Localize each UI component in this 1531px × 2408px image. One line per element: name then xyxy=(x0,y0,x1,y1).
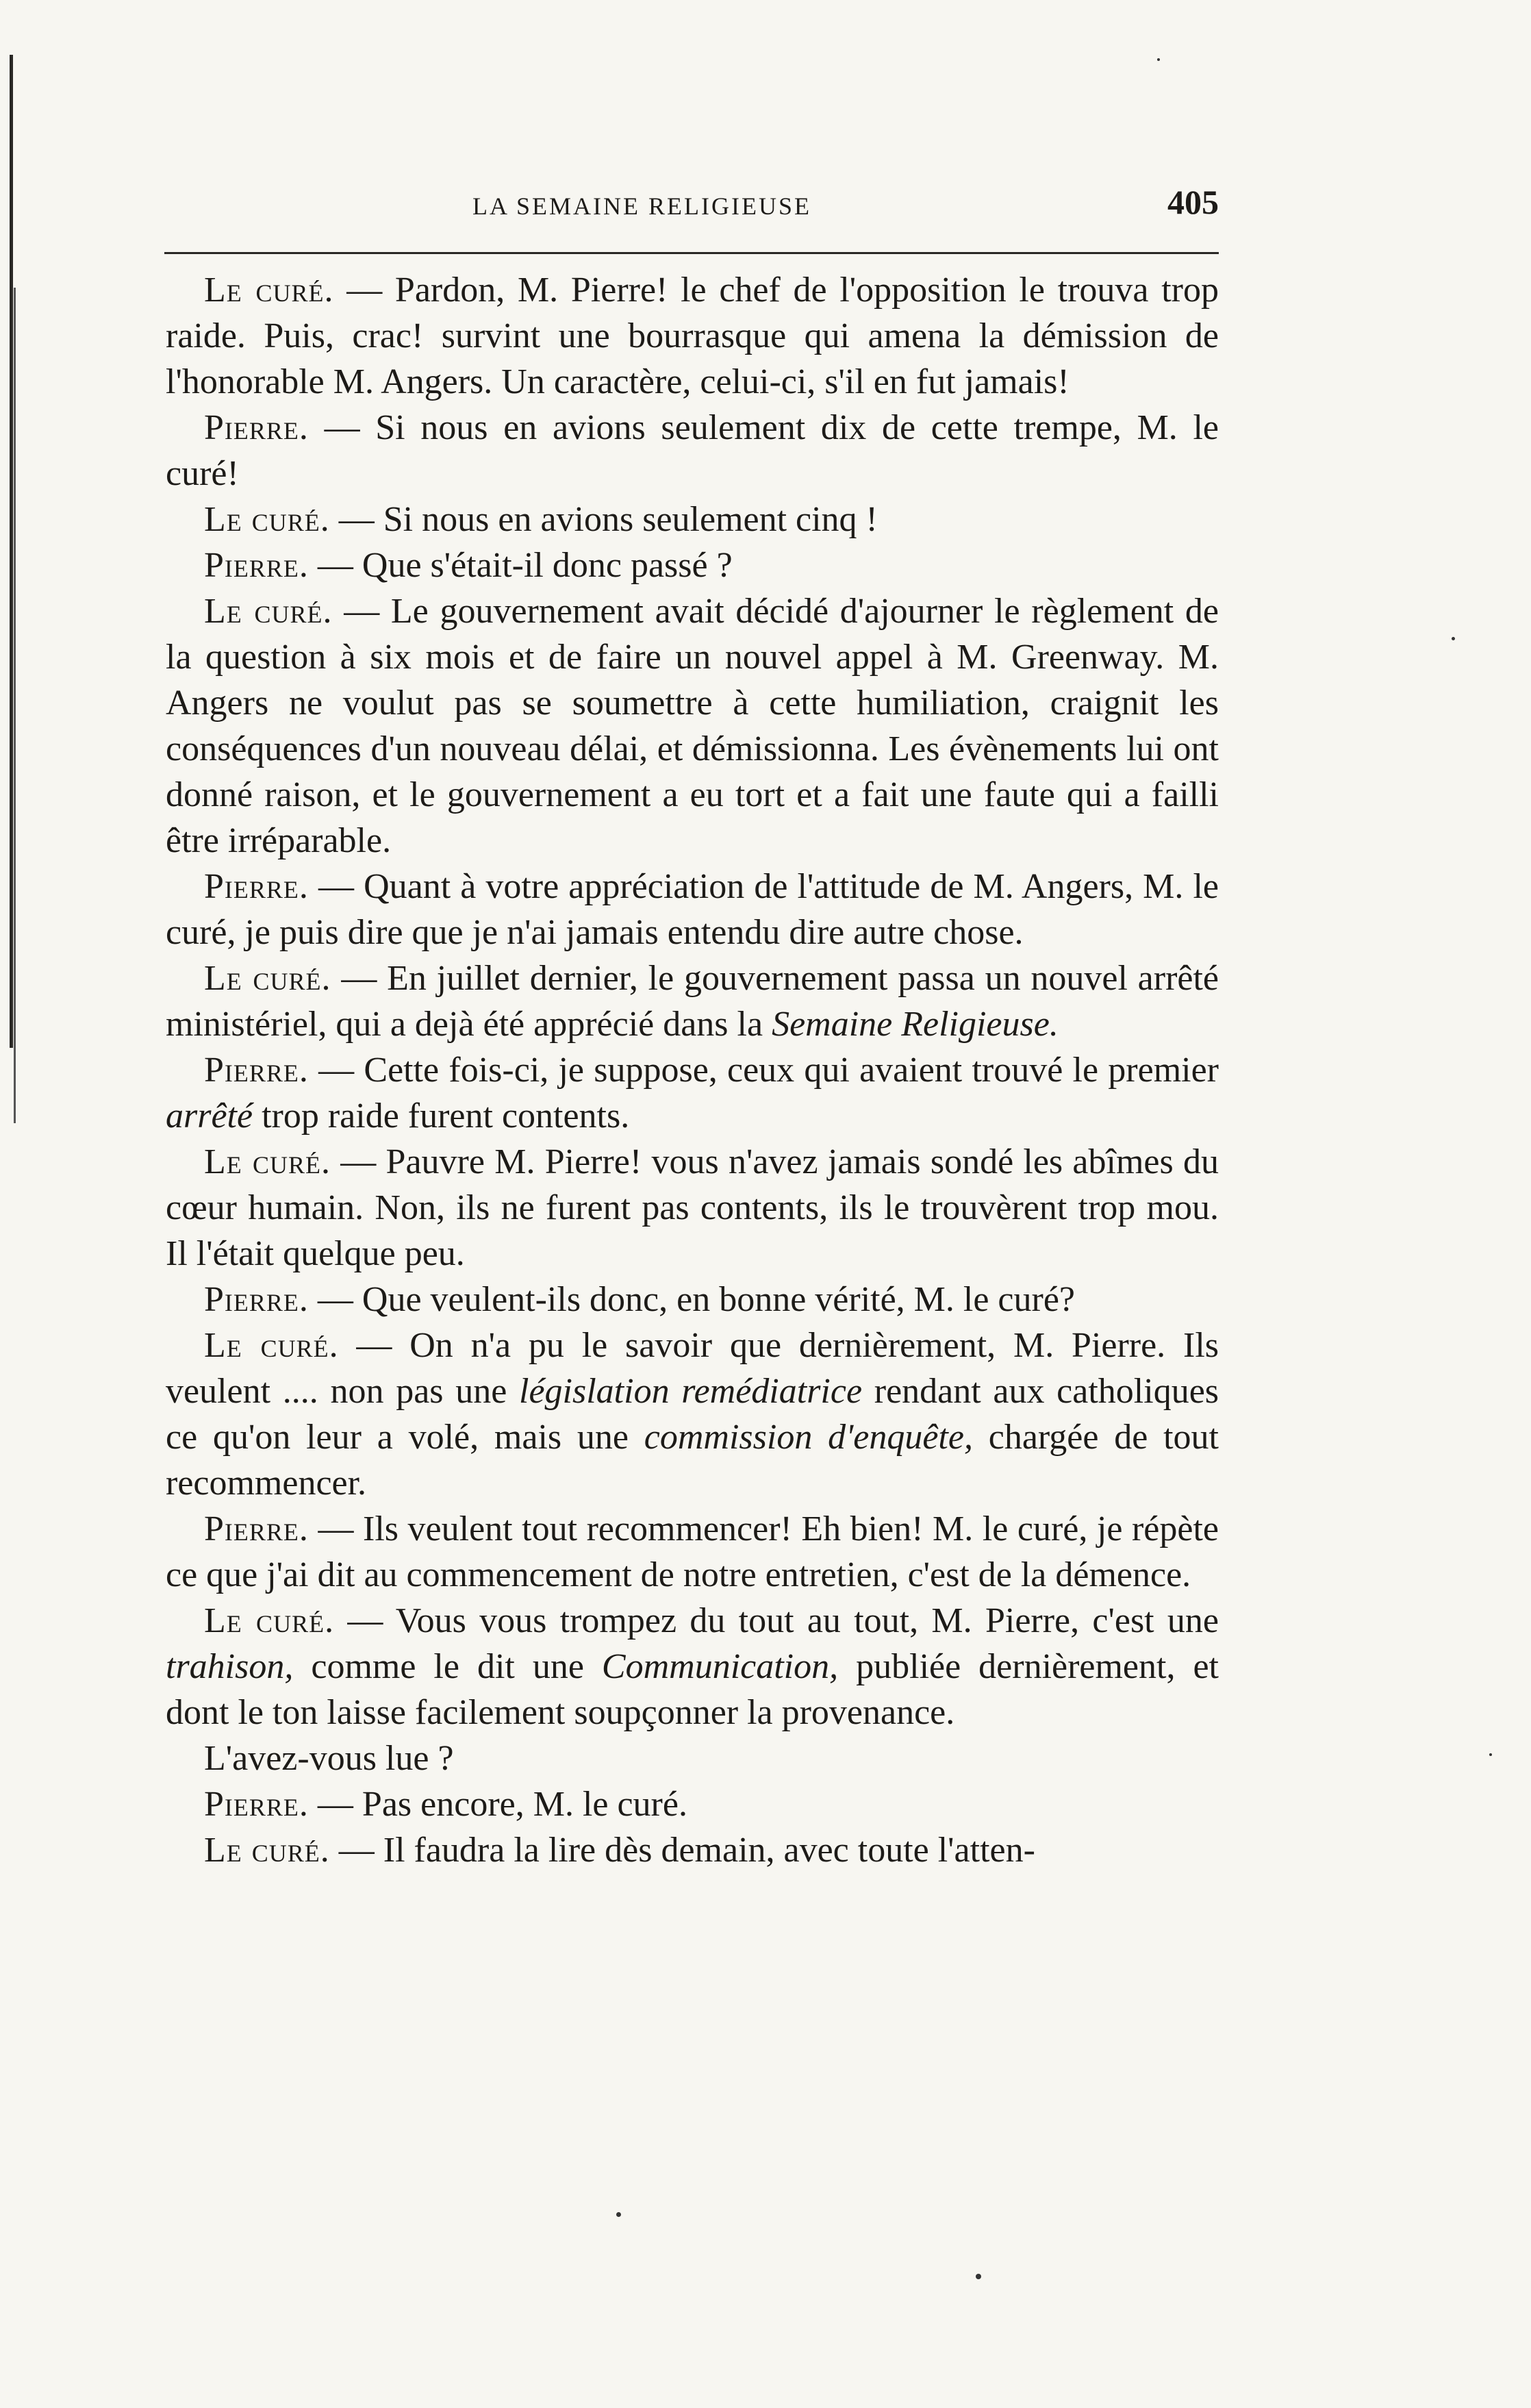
dialogue-text: comme le dit une xyxy=(293,1647,602,1686)
dialogue-text: — Pardon, M. Pierre! le chef de l'opposition le trouva trop raide. Puis, crac! survint une bourrasque qui amena la démission de l'honorable M. Angers. Un caractère, celui-ci, s'il en fut jamais! xyxy=(166,271,1219,401)
speaker-name: Le curé. xyxy=(204,1601,335,1640)
paragraph xyxy=(166,497,1219,542)
speaker-name: Le curé. xyxy=(204,500,330,539)
paragraph xyxy=(166,1827,1219,1873)
dialogue-text: — Pauvre M. Pierre! vous n'avez jamais sondé les abîmes du cœur humain. Non, ils ne furent pas contents, ils le trouvèrent trop mou. Il l'était quelque peu. xyxy=(166,1142,1219,1273)
print-speck xyxy=(1157,58,1160,61)
speaker-name: Pierre. xyxy=(204,867,309,906)
dialogue-text: L'avez-vous lue ? xyxy=(204,1739,454,1778)
print-speck xyxy=(616,2212,621,2217)
speaker-name: Le curé. xyxy=(204,592,333,631)
speaker-name: Pierre. xyxy=(204,1785,309,1824)
paragraph xyxy=(166,1506,1219,1598)
paragraph xyxy=(166,1781,1219,1827)
italic-text: Communication, xyxy=(601,1647,839,1686)
dialogue-text: — Que veulent-ils donc, en bonne vérité, M. le curé? xyxy=(308,1280,1075,1319)
dialogue-text: — Quant à votre appréciation de l'attitude de M. Angers, M. le curé, je puis dire que je n'ai jamais entendu dire autre chose. xyxy=(166,867,1219,952)
paragraph xyxy=(166,1322,1219,1506)
header-rule xyxy=(164,252,1219,254)
page-edge-shadow-inner xyxy=(14,288,16,1123)
dialogue-text: — Cette fois-ci, je suppose, ceux qui avaient trouvé le premier xyxy=(308,1051,1219,1090)
print-speck xyxy=(1452,637,1455,640)
paragraph xyxy=(166,1277,1219,1322)
dialogue-text: — On n'a pu le savoir que dernièrement, M. Pierre. Ils veulent .... non pas une xyxy=(166,1326,1219,1411)
paragraph xyxy=(166,405,1219,497)
dialogue-text: — Ils veulent tout recommencer! Eh bien! M. le curé, je répète ce que j'ai dit au commencement de notre entretien, c'est de la démence. xyxy=(166,1509,1219,1594)
italic-text: commission d'enquête, xyxy=(644,1418,973,1457)
paragraph xyxy=(166,1139,1219,1277)
dialogue-text: — En juillet dernier, le gouvernement passa un nouvel arrêté ministériel, qui a dejà été apprécié dans la xyxy=(166,959,1219,1044)
dialogue-text: publiée dernièrement, et dont le ton laisse facilement soupçonner la provenance. xyxy=(166,1647,1219,1732)
paragraph xyxy=(166,1598,1219,1735)
speaker-name: Le curé. xyxy=(204,271,334,310)
dialogue-text: — Si nous en avions seulement dix de cette trempe, M. le curé! xyxy=(166,408,1219,493)
dialogue-text: — Que s'était-il donc passé ? xyxy=(308,546,733,585)
speaker-name: Le curé. xyxy=(204,1142,331,1181)
page-header xyxy=(164,183,1219,234)
dialogue-text: trop raide furent contents. xyxy=(253,1096,630,1136)
page-number: 405 xyxy=(1167,183,1219,221)
paragraph xyxy=(166,588,1219,864)
speaker-name: Pierre. xyxy=(204,408,309,447)
paragraph xyxy=(166,267,1219,405)
dialogue-text: — Le gouvernement avait décidé d'ajourner le règlement de la question à six mois et de faire un nouvel appel à M. Greenway. M. Angers ne voulut pas se soumettre à cette humiliation, craignit les conséquences d'un nouveau délai, et démissionna. Les évènements lui ont donné raison, et le gouvernement a eu tort et a fait une faute qui a failli être irréparable. xyxy=(166,592,1219,860)
dialogue-text: rendant aux catholiques ce qu'on leur a volé, mais une xyxy=(166,1372,1219,1457)
print-speck xyxy=(1489,1753,1492,1756)
italic-text: législation remédiatrice xyxy=(519,1372,863,1411)
paragraph xyxy=(166,955,1219,1047)
dialogue-text: — Pas encore, M. le curé. xyxy=(308,1785,687,1824)
dialogue-text: chargée de tout recommencer. xyxy=(166,1418,1219,1503)
italic-text: Semaine Religieuse. xyxy=(772,1005,1059,1044)
speaker-name: Le curé. xyxy=(204,1326,339,1365)
italic-text: trahison, xyxy=(166,1647,294,1686)
dialogue-text: — Il faudra la lire dès demain, avec toute l'atten- xyxy=(329,1831,1035,1870)
italic-text: arrêté xyxy=(166,1096,253,1136)
dialogue-text: — Si nous en avions seulement cinq ! xyxy=(329,500,878,539)
page-edge-shadow xyxy=(10,55,13,1048)
body-text xyxy=(166,267,1219,1873)
paragraph xyxy=(166,542,1219,588)
dialogue-text: — Vous vous trompez du tout au tout, M. Pierre, c'est une xyxy=(334,1601,1219,1640)
speaker-name: Pierre. xyxy=(204,546,309,585)
speaker-name: Le curé. xyxy=(204,959,331,998)
speaker-name: Le curé. xyxy=(204,1831,330,1870)
running-head: LA SEMAINE RELIGIEUSE xyxy=(472,192,811,220)
speaker-name: Pierre. xyxy=(204,1051,309,1090)
speaker-name: Pierre. xyxy=(204,1280,309,1319)
print-speck xyxy=(976,2274,981,2279)
paragraph xyxy=(166,1735,1219,1781)
speaker-name: Pierre. xyxy=(204,1509,309,1548)
paragraph xyxy=(166,1047,1219,1139)
paragraph xyxy=(166,864,1219,955)
